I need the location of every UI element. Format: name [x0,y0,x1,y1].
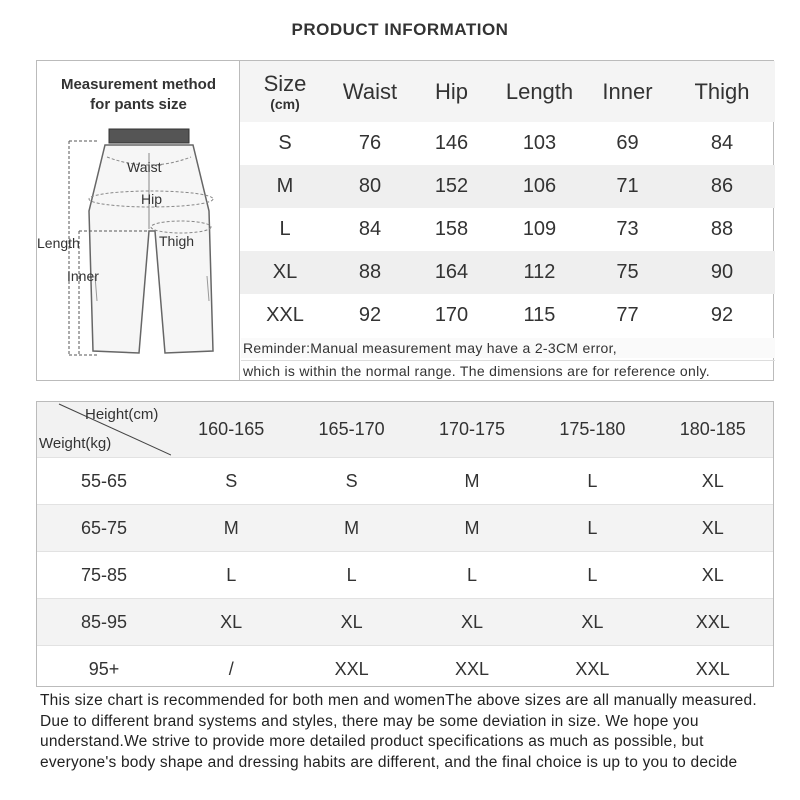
hip-label: Hip [141,191,163,207]
table-cell: M [412,458,532,505]
table-cell: 164 [410,251,493,294]
table-row [37,552,773,599]
inner-label: Inner [67,268,99,284]
size-note: This size chart is recommended for both men and womenThe above sizes are all manually measured. Due to different brand systems and styles, there may be some deviation in size. We hope you understand.We strive to provide more detailed product specifications as much as possible, but everyone's body shape and dressing habits are different, and the final choice is up to you to decide [40,692,757,771]
length-label: Length [37,235,80,251]
table-cell: XXL [532,646,652,693]
table-cell: L [532,458,652,505]
table-cell: XL [240,251,330,294]
table-row [240,294,775,337]
fit-table-header [37,402,773,458]
table-row [37,505,773,552]
table-cell: 146 [434,132,469,154]
length-header: Length [493,61,586,122]
reminder-line-1: Reminder:Manual measurement may have a 2-3CM error, [241,338,775,358]
table-cell: XL [412,599,532,646]
table-cell: L [532,505,652,552]
table-cell: 77 [616,304,639,326]
table-cell: 106 [493,165,586,208]
table-cell: XXL [291,646,411,693]
method-title-line2: for pants size [90,96,187,113]
table-cell: L [532,552,652,599]
size-header: Size (cm) [240,61,330,122]
table-cell: 115 [523,304,556,326]
weight-cell: 55-65 [37,458,171,505]
weight-axis-label: Weight(kg) [39,435,112,452]
table-cell: XL [653,458,773,505]
fit-table [37,402,773,692]
table-cell: L [291,552,411,599]
table-cell: XXL [653,599,773,646]
table-cell: 84 [358,218,382,240]
table-cell: XL [532,599,652,646]
waist-header: Waist [330,61,410,122]
height-axis-label: Height(cm) [85,406,159,423]
height-header: 180-185 [653,402,773,458]
height-header: 175-180 [532,402,652,458]
table-cell: M [240,165,330,208]
weight-cell: 85-95 [37,599,171,646]
corner-cell [37,402,171,458]
table-cell: 84 [710,132,734,154]
table-cell: 158 [434,218,469,240]
table-cell: 92 [358,304,382,326]
table-cell: L [171,552,291,599]
table-cell: XXL [653,646,773,693]
table-cell: S [171,458,291,505]
table-cell: 76 [358,132,382,154]
waist-label: Waist [127,159,162,175]
table-cell: 90 [669,251,775,294]
table-cell: 75 [586,251,669,294]
reminder-line-2: which is within the normal range. The dimensions are for reference only. [241,360,775,381]
hip-header: Hip [410,61,493,122]
table-cell: 152 [410,165,493,208]
table-cell: L [412,552,532,599]
table-cell: 69 [616,132,639,154]
table-cell: S [278,132,292,154]
table-row [240,251,775,294]
table-cell: M [171,505,291,552]
size-chart-panel [36,60,774,381]
table-cell: 86 [669,165,775,208]
table-cell: 92 [710,304,734,326]
size-table [240,61,775,337]
table-cell: XL [171,599,291,646]
table-cell: 112 [493,251,586,294]
table-cell: XL [653,505,773,552]
table-cell: 170 [434,304,469,326]
page-title: PRODUCT INFORMATION [291,20,509,39]
size-table-header [240,61,775,122]
table-cell: 103 [522,132,557,154]
table-row [240,122,775,165]
thigh-label: Thigh [159,233,195,249]
table-row [240,208,775,251]
height-header: 165-170 [291,402,411,458]
table-row [37,646,773,693]
table-cell: M [291,505,411,552]
measurement-method-panel [37,61,240,380]
table-cell: 88 [710,218,734,240]
weight-cell: 75-85 [37,552,171,599]
table-cell: 71 [586,165,669,208]
table-cell: XXL [266,304,304,326]
table-cell: XL [291,599,411,646]
table-cell: / [171,646,291,693]
height-header: 160-165 [171,402,291,458]
inner-header: Inner [586,61,669,122]
table-cell: 73 [616,218,639,240]
table-row [37,599,773,646]
table-cell: 80 [330,165,410,208]
table-cell: XL [653,552,773,599]
pants-diagram [37,61,240,380]
table-cell: 109 [522,218,557,240]
table-cell: M [412,505,532,552]
height-header: 170-175 [412,402,532,458]
table-cell: 88 [330,251,410,294]
table-cell: L [279,218,291,240]
table-row [240,165,775,208]
table-row [37,458,773,505]
method-title-line1: Measurement method [60,76,217,93]
weight-cell: 65-75 [37,505,171,552]
thigh-header: Thigh [669,61,775,122]
table-cell: S [291,458,411,505]
fit-chart-panel [36,401,774,687]
weight-cell: 95+ [37,646,171,693]
table-cell: XXL [412,646,532,693]
